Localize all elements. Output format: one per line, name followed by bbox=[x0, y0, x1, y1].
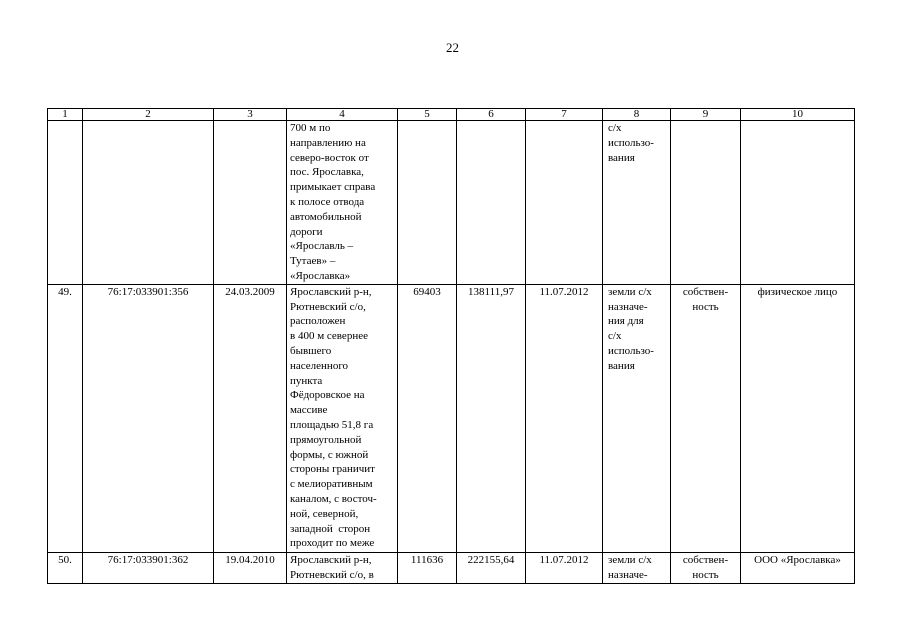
table-row bbox=[48, 121, 855, 285]
registration-date-cell bbox=[526, 121, 603, 285]
column-number: 7 bbox=[526, 109, 603, 121]
table-row bbox=[48, 284, 855, 552]
date-cell: 19.04.2010 bbox=[214, 552, 287, 583]
registration-date-cell: 11.07.2012 bbox=[526, 284, 603, 552]
column-number: 3 bbox=[214, 109, 287, 121]
cadastral-number-cell: 76:17:033901:362 bbox=[83, 552, 214, 583]
column-number: 5 bbox=[398, 109, 457, 121]
land-registry-table bbox=[47, 108, 855, 584]
cadastral-number-cell: 76:17:033901:356 bbox=[83, 284, 214, 552]
date-cell bbox=[214, 121, 287, 285]
land-category-cell: земли с/х назначе- ния для с/х использо- вания bbox=[603, 284, 671, 552]
column-number: 8 bbox=[603, 109, 671, 121]
owner-cell: ООО «Ярославка» bbox=[741, 552, 855, 583]
cadastral-value-cell: 222155,64 bbox=[457, 552, 526, 583]
location-cell: Ярославский р-н, Рютневский с/о, в bbox=[287, 552, 398, 583]
column-number: 9 bbox=[671, 109, 741, 121]
column-number: 4 bbox=[287, 109, 398, 121]
column-number: 6 bbox=[457, 109, 526, 121]
owner-cell: физическое лицо bbox=[741, 284, 855, 552]
land-category-cell: земли с/х назначе- bbox=[603, 552, 671, 583]
row-number-cell: 50. bbox=[48, 552, 83, 583]
column-number: 1 bbox=[48, 109, 83, 121]
location-cell: Ярославский р-н, Рютневский с/о, расположен в 400 м севернее бывшего населенного пункта Фёдоровское на массиве площадью 51,8 га прямоугольной формы, с южной стороны граничит с мелиоративным каналом, с восточ- ной, северной, западной сторон проходит по меже bbox=[287, 284, 398, 552]
cadastral-value-cell bbox=[457, 121, 526, 285]
date-cell: 24.03.2009 bbox=[214, 284, 287, 552]
owner-cell bbox=[741, 121, 855, 285]
cadastral-number-cell bbox=[83, 121, 214, 285]
column-number: 2 bbox=[83, 109, 214, 121]
column-number-row bbox=[48, 109, 855, 121]
area-cell bbox=[398, 121, 457, 285]
area-cell: 69403 bbox=[398, 284, 457, 552]
right-type-cell: собствен- ность bbox=[671, 284, 741, 552]
right-type-cell bbox=[671, 121, 741, 285]
table-row bbox=[48, 552, 855, 583]
location-cell: 700 м по направлению на северо-восток от пос. Ярославка, примыкает справа к полосе отвода автомобильной дороги «Ярославль – Тутаев» – «Ярославка» bbox=[287, 121, 398, 285]
cadastral-value-cell: 138111,97 bbox=[457, 284, 526, 552]
column-number: 10 bbox=[741, 109, 855, 121]
row-number-cell: 49. bbox=[48, 284, 83, 552]
page-number: 22 bbox=[446, 40, 459, 55]
land-category-cell: с/х использо- вания bbox=[603, 121, 671, 285]
registration-date-cell: 11.07.2012 bbox=[526, 552, 603, 583]
area-cell: 111636 bbox=[398, 552, 457, 583]
row-number-cell bbox=[48, 121, 83, 285]
right-type-cell: собствен- ность bbox=[671, 552, 741, 583]
